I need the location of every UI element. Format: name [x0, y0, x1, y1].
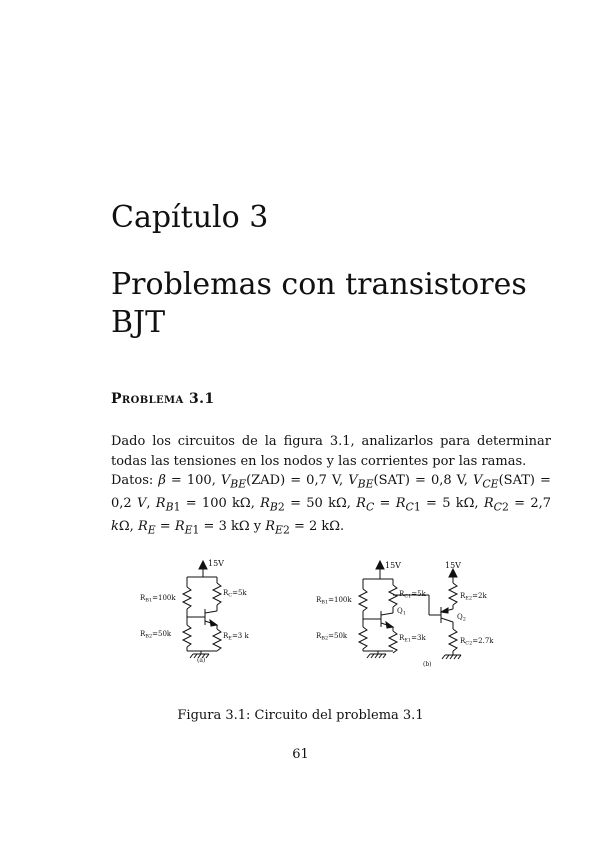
- problem-heading: Problema 3.1: [111, 391, 215, 407]
- label-b-rc1: $R_{C1}=5k$: [399, 590, 426, 600]
- problem-data-lead: Datos:: [111, 473, 159, 488]
- problem-data-formula: β = 100, $V_{BE}(ZAD) = 0,7$ V, $V_{BE}(SAT) = 0,8$ V, $V_{CE}(SAT) = 0,2$ V, $R_{B1} = 100$ kΩ, $R_{B2} = 50$ kΩ, $R_C = R_{C1} = 5$ kΩ, $R_{C2} = 2,7$ kΩ, $R_E = R_{E1} = 3$ kΩ y $R_{E2} = 2$ kΩ.: [111, 473, 551, 537]
- label-b-q2: $Q_2$: [457, 613, 466, 623]
- label-b-vcc1: 15V: [385, 561, 401, 570]
- problem-intro: Dado los circuitos de la figura 3.1, analizarlos para determinar todas las tensiones en los nodos y las corrientes por las ramas.: [111, 434, 551, 469]
- label-b-re2: $R_{E2}=2k$: [460, 592, 487, 602]
- label-a-vcc: 15V: [208, 559, 224, 568]
- circuit-figure: [135, 555, 515, 675]
- page-number: 61: [292, 747, 309, 762]
- label-b-tag: (b): [423, 661, 432, 668]
- label-b-rb2: $R_{B2}=50k$: [316, 632, 348, 642]
- label-a-re: $R_E=3$ k: [223, 632, 249, 642]
- chapter-label: Capítulo 3: [111, 200, 269, 235]
- label-b-rc2: $R_{C2}=2.7k$: [460, 637, 494, 647]
- label-a-rb1: $R_{B1}=100k$: [140, 594, 176, 604]
- label-b-vcc2: 15V: [445, 561, 461, 570]
- chapter-title-line2: BJT: [111, 305, 166, 340]
- label-b-rb1: $R_{B1}=100k$: [316, 596, 352, 606]
- label-a-rc: $R_C=5k$: [223, 589, 247, 599]
- label-b-q1: $Q_1$: [397, 607, 406, 617]
- chapter-title-line1: Problemas con transistores: [111, 267, 527, 302]
- circuit-b: [359, 561, 461, 659]
- figure-caption: Figura 3.1: Circuito del problema 3.1: [177, 708, 424, 723]
- label-b-re1: $R_{E1}=3k$: [399, 634, 426, 644]
- label-a-tag: (a): [197, 657, 206, 664]
- label-a-rb2: $R_{B2}=50k$: [140, 630, 172, 640]
- circuit-a: [183, 561, 221, 658]
- problem-statement: [111, 432, 551, 540]
- chapter-title: [111, 266, 531, 342]
